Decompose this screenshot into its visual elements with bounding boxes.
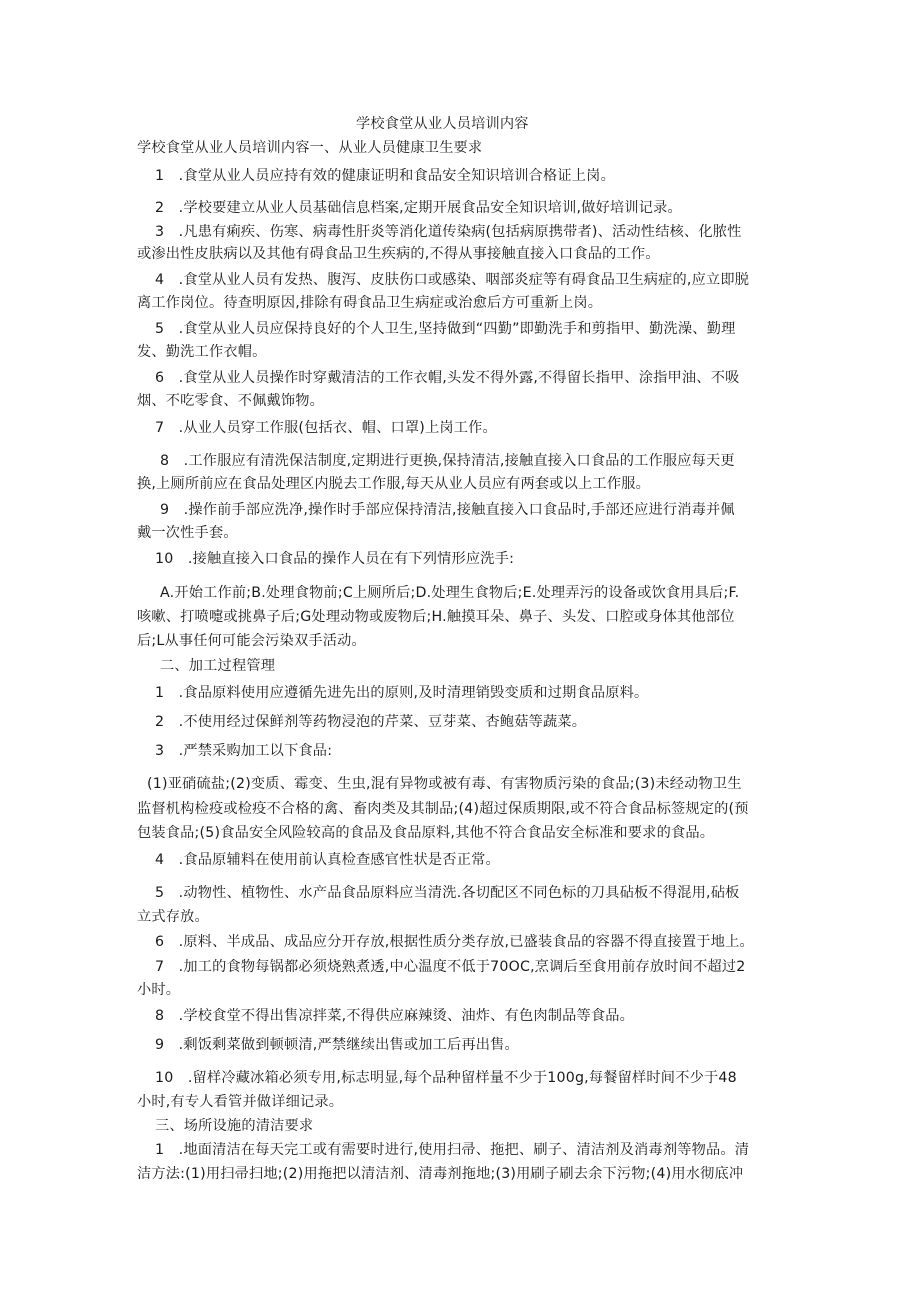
text-line: 小时,有专人看管并做详细记录。	[137, 1094, 344, 1110]
text-line: 7 .从业人员穿工作服(包括衣、帽、口罩)上岗工作。	[155, 420, 497, 436]
text-line: 后;L从事任何可能会污染双手活动。	[137, 633, 366, 649]
text-line: 包装食品;(5)食品安全风险较高的食品及食品原料,其他不符合食品安全标准和要求的食品。	[137, 825, 715, 841]
text-line: 1 .食品原料使用应遵循先进先出的原则,及时清理销毁变质和过期食品原料。	[155, 685, 649, 701]
text-line: A.开始工作前;B.处理食物前;C上厕所后;D.处理生食物后;E.处理弄污的设备或饮食用具后;F.	[160, 585, 740, 601]
text-line: (1)亚硝硫盐;(2)变质、霉变、生虫,混有异物或被有毒、有害物质污染的食品;(3)未经动物卫生	[147, 776, 742, 792]
text-line: 2 .学校要建立从业人员基础信息档案,定期开展食品安全知识培训,做好培训记录。	[155, 200, 682, 216]
text-line: 小时。	[137, 982, 181, 998]
text-line: 立式存放。	[137, 909, 209, 925]
text-line: 3 .凡患有痢疾、伤寒、病毒性肝炎等消化道传染病(包括病原携带者)、活动性结核、化脓性	[155, 224, 742, 240]
text-line: 5 .食堂从业人员应保持良好的个人卫生,坚持做到“四勤”即勤洗手和剪指甲、勤洗澡、勤理	[155, 321, 736, 337]
text-line: 洁方法:(1)用扫帚扫地;(2)用拖把以清洁剂、清毒剂拖地;(3)用刷子刷去余下污物;(4)用水彻底冲	[137, 1166, 744, 1182]
text-line: 换,上厕所前应在食品处理区内脱去工作服,每天从业人员应有两套或以上工作服。	[137, 476, 650, 492]
text-line: 监督机构检疫或检疫不合格的禽、畜肉类及其制品;(4)超过保质期限,或不符合食品标签规定的(预	[137, 801, 749, 817]
section-heading: 二、加工过程管理	[160, 658, 276, 674]
text-line: 10 .接触直接入口食品的操作人员在有下列情形应洗手:	[155, 551, 515, 567]
text-line: 1 .食堂从业人员应持有效的健康证明和食品安全知识培训合格证上岗。	[155, 168, 615, 184]
section-heading: 三、场所设施的清洁要求	[155, 1118, 314, 1134]
text-line: 6 .食堂从业人员操作时穿戴清洁的工作衣帽,头发不得外露,不得留长指甲、涂指甲油、不吸	[155, 370, 740, 386]
text-line: 8 .学校食堂不得出售凉拌菜,不得供应麻辣烫、油炸、有色肉制品等食品。	[155, 1008, 635, 1024]
text-line: 5 .动物性、植物性、水产品食品原料应当清洗.各切配区不同色标的刀具砧板不得混用,砧板	[155, 885, 740, 901]
text-line: 9 .剩饭剩菜做到顿顿清,严禁继续出售或加工后再出售。	[155, 1037, 519, 1053]
text-line: 咳嗽、打喷嚏或挑鼻子后;G处理动物或废物后;H.触摸耳朵、鼻子、头发、口腔或身体其他部位	[137, 609, 735, 625]
text-line: 2 .不使用经过保鲜剂等药物浸泡的芹菜、豆芽菜、杏鲍菇等蔬菜。	[155, 714, 587, 730]
text-line: 7 .加工的食物每锅都必须烧熟煮透,中心温度不低于70OC,烹调后至食用前存放时间不超过2	[155, 959, 746, 975]
text-line: 4 .食堂从业人员有发热、腹泻、皮肤伤口或感染、咽部炎症等有碍食品卫生病症的,应立即脱	[155, 272, 750, 288]
text-line: 6 .原料、半成品、成品应分开存放,根据性质分类存放,已盛装食品的容器不得直接置于地上。	[155, 934, 754, 950]
text-line: 1 .地面清洁在每天完工或有需要时进行,使用扫帚、拖把、刷子、清洁剂及消毒剂等物品。清	[155, 1142, 750, 1158]
text-line: 戴一次性手套。	[137, 525, 238, 541]
page-title: 学校食堂从业人员培训内容	[356, 116, 529, 132]
text-line: 离工作岗位。待查明原因,排除有碍食品卫生病症或治愈后方可重新上岗。	[137, 295, 603, 311]
text-line: 烟、不吃零食、不佩戴饰物。	[137, 393, 325, 409]
text-line: 8 .工作服应有清洗保洁制度,定期进行更换,保持清洁,接触直接入口食品的工作服应每天更	[160, 453, 735, 469]
text-line: 9 .操作前手部应洗净,操作时手部应保持清洁,接触直接入口食品时,手部还应进行消毒并佩	[160, 502, 735, 518]
text-line: 10 .留样冷藏冰箱必须专用,标志明显,每个品种留样量不少于100g,每餐留样时间不少于48	[155, 1070, 737, 1086]
text-line: 或渗出性皮肤病以及其他有碍食品卫生疾病的,不得从事接触直接入口食品的工作。	[137, 246, 660, 262]
text-line: 发、勤洗工作衣帽。	[137, 344, 267, 360]
text-line: 4 .食品原辅料在使用前认真检查感官性状是否正常。	[155, 852, 500, 868]
text-line: 3 .严禁采购加工以下食品:	[155, 743, 333, 759]
text-line: 学校食堂从业人员培训内容一、从业人员健康卫生要求	[137, 140, 483, 156]
